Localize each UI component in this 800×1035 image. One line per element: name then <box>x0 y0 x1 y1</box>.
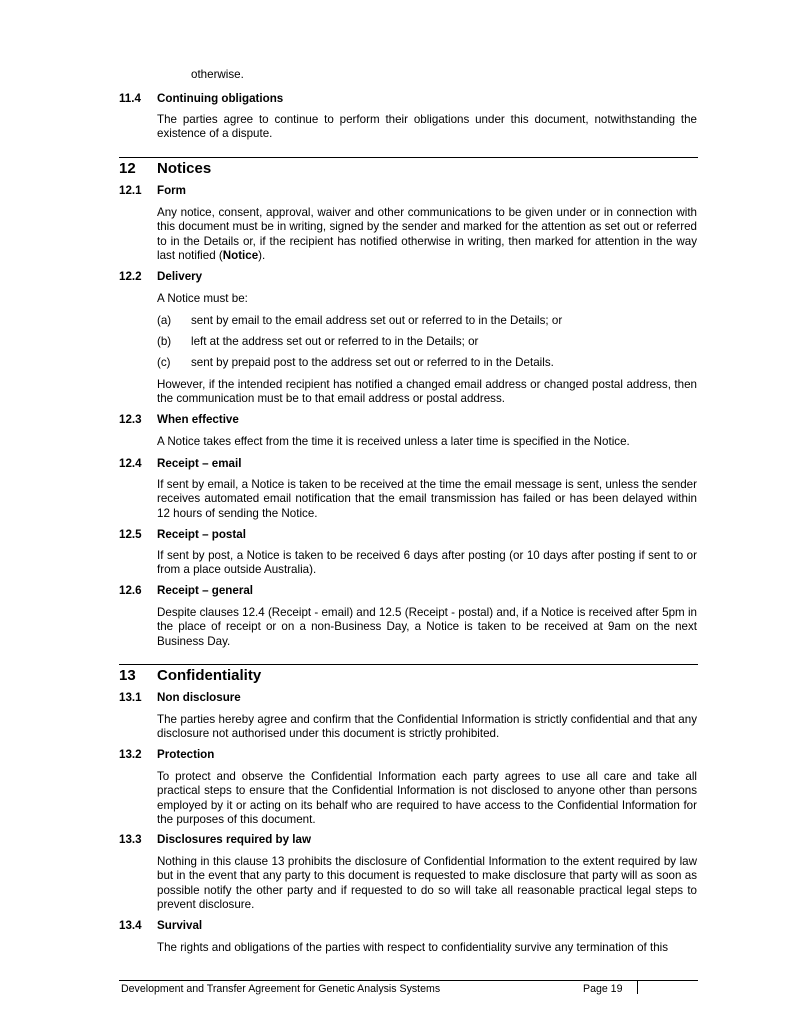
section-number: 12 <box>119 160 136 177</box>
clause-number: 12.3 <box>119 413 142 426</box>
footer-divider <box>119 980 698 981</box>
clause-heading: Receipt – general <box>157 584 254 597</box>
clause-body: However, if the intended recipient has notified a changed email address or changed postal address, then the communication must be to that email address or postal address. <box>157 378 697 406</box>
clause-heading: Continuing obligations <box>157 92 284 105</box>
clause-number: 12.6 <box>119 584 142 597</box>
clause-body: If sent by post, a Notice is taken to be received 6 days after posting (or 10 days after posting if sent to or from a place outside Australia). <box>157 549 697 577</box>
clause-heading: Receipt – email <box>157 457 242 470</box>
clause-heading: Delivery <box>157 270 203 283</box>
list-marker: (c) <box>157 356 171 369</box>
clause-body: The parties agree to continue to perform their obligations under this document, notwithstanding the existence of a dispute. <box>157 113 697 141</box>
clause-body: To protect and observe the Confidential Information each party agrees to use all care and take all practical steps to ensure that the Confidential Information is not disclosed to anyone other than persons employed by it or acting on its behalf who are required to have access to the Confidential Information for the purposes of this document. <box>157 770 697 826</box>
footer-separator <box>637 981 638 994</box>
clause-body: The parties hereby agree and confirm that the Confidential Information is strictly confidential and that any disclosure not authorised under this document is strictly prohibited. <box>157 713 697 741</box>
clause-heading: Survival <box>157 919 203 932</box>
clause-heading: Non disclosure <box>157 691 241 704</box>
section-title: Notices <box>157 160 212 177</box>
continuation-text: otherwise. <box>191 68 244 81</box>
clause-number: 12.5 <box>119 528 142 541</box>
list-item: sent by prepaid post to the address set out or referred to in the Details. <box>191 356 554 369</box>
section-number: 13 <box>119 667 136 684</box>
clause-number: 12.1 <box>119 184 142 197</box>
list-item: sent by email to the email address set out or referred to in the Details; or <box>191 314 563 327</box>
clause-body: A Notice must be: <box>157 292 248 305</box>
clause-heading: Protection <box>157 748 215 761</box>
clause-body: A Notice takes effect from the time it is received unless a later time is specified in the Notice. <box>157 435 630 448</box>
section-divider <box>119 157 698 158</box>
clause-number: 13.1 <box>119 691 142 704</box>
clause-heading: Receipt – postal <box>157 528 246 541</box>
footer-document-title: Development and Transfer Agreement for Genetic Analysis Systems <box>121 983 441 995</box>
list-item: left at the address set out or referred to in the Details; or <box>191 335 479 348</box>
clause-number: 12.4 <box>119 457 142 470</box>
clause-number: 13.4 <box>119 919 142 932</box>
clause-number: 13.3 <box>119 833 142 846</box>
section-title: Confidentiality <box>157 667 262 684</box>
clause-number: 13.2 <box>119 748 142 761</box>
section-divider <box>119 664 698 665</box>
clause-body: Despite clauses 12.4 (Receipt - email) and 12.5 (Receipt - postal) and, if a Notice is received after 5pm in the place of receipt or on a non-Business Day, a Notice is taken to be received at 9am on the next Business Day. <box>157 606 697 648</box>
clause-body: If sent by email, a Notice is taken to be received at the time the email message is sent, unless the sender receives automated email notification that the email transmission has failed or has been delayed within 12 hours of sending the Notice. <box>157 478 697 520</box>
clause-heading: Disclosures required by law <box>157 833 311 846</box>
clause-body: Nothing in this clause 13 prohibits the disclosure of Confidential Information to the extent required by law but in the event that any party to this document is requested to make disclosure that party will as soon as possible notify the other party and if requested to do so will take all reasonable practical legal steps to prevent disclosure. <box>157 855 697 911</box>
footer-page-number: Page 19 <box>583 983 623 995</box>
list-marker: (a) <box>157 314 172 327</box>
clause-heading: When effective <box>157 413 239 426</box>
clause-number: 11.4 <box>119 92 141 105</box>
clause-heading: Form <box>157 184 186 197</box>
clause-number: 12.2 <box>119 270 142 283</box>
list-marker: (b) <box>157 335 172 348</box>
clause-body: The rights and obligations of the parties with respect to confidentiality survive any termination of this <box>157 941 669 954</box>
clause-body: Any notice, consent, approval, waiver and other communications to be given under or in connection with this document must be in writing, signed by the sender and marked for the attention as set out or referred to in the Details or, if the recipient has notified otherwise in writing, then marked for attention in the way last notified (Notice). <box>157 206 697 262</box>
